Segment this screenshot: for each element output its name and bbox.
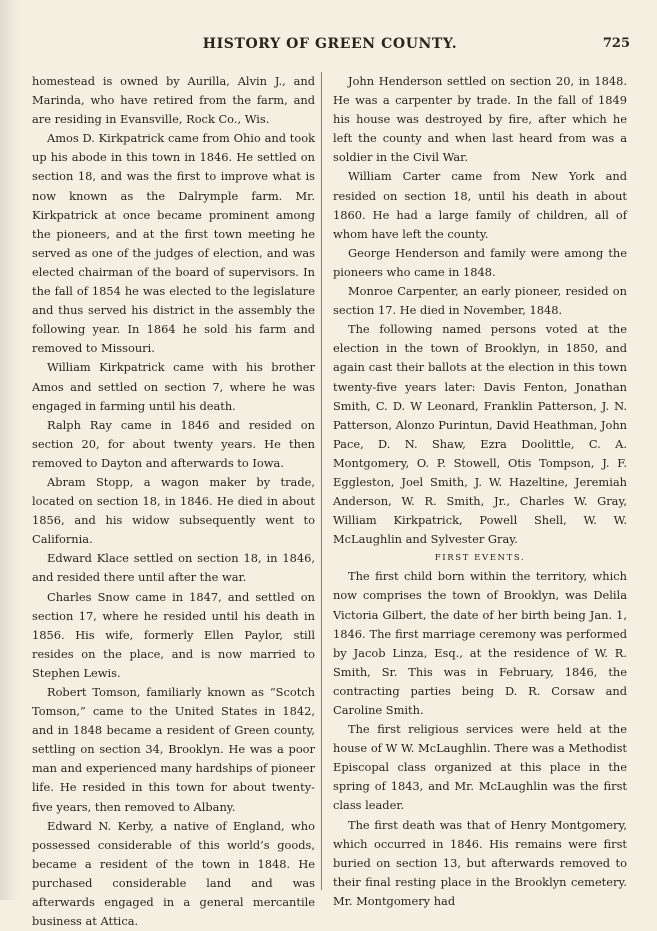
paragraph: William Carter came from New York and resided on section 18, until his death in about 1860. He had a large family of children, all of whom have left the county.: [333, 169, 627, 241]
paragraph: Edward Klace settled on section 18, in 1846, and resided there until after the war.: [32, 551, 315, 585]
section-heading: FIRST EVENTS.: [434, 553, 526, 564]
paragraph: Amos D. Kirkpatrick came from Ohio and took up his abode in this town in 1846. He settled on section 18, and was the first to improve what is now known as the Dalrymple farm. Mr. Kirkpatrick at once became prominent among the pioneers, and at the first town meeting he served as one of the judges of election, and was elected chairman of the board of supervisors. In the fall of 1854 he was elected to the legislature and thus served his district in the assembly the following year. In 1864 he sold his farm and removed to Missouri.: [32, 131, 315, 356]
paragraph: The first death was that of Henry Montgomery, which occurred in 1846. His remains were first buried on section 13, but afterwards removed to their final resting place in the Brooklyn cemetery. Mr. Montgomery had: [333, 817, 627, 908]
paragraph: George Henderson and family were among the pioneers who came in 1848.: [333, 245, 627, 279]
paragraph: John Henderson settled on section 20, in 1848. He was a carpenter by trade. In the fall of 1849 his house was destroyed by fire, after which he left the county and when last heard from was a soldier in the Civil War.: [333, 74, 627, 165]
column-divider: [321, 72, 322, 890]
binding-shadow: [0, 0, 18, 900]
paragraph: Ralph Ray came in 1846 and resided on section 20, for about twenty years. He then removed to Dayton and afterwards to Iowa.: [32, 417, 315, 470]
right-column: [333, 72, 627, 908]
paragraph: Abram Stopp, a wagon maker by trade, located on section 18, in 1846. He died in about 1856, and his widow subsequently went to California.: [32, 474, 315, 547]
paragraph: Monroe Carpenter, an early pioneer, resided on section 17. He died in November, 1848.: [333, 284, 627, 318]
paragraph: The first religious services were held at the house of W W. McLaughlin. There was a Methodist Episcopal class organized at this place in the spring of 1843, and Mr. McLaughlin was the first class leader.: [333, 722, 627, 813]
paragraph: homestead is owned by Aurilla, Alvin J., and Marinda, who have retired from the farm, and are residing in Evansville, Rock Co., Wis.: [32, 74, 315, 127]
header-title: HISTORY OF GREEN COUNTY.: [202, 36, 458, 52]
paragraph: Charles Snow came in 1847, and settled on section 17, where he resided until his death in 1856. His wife, formerly Ellen Paylor, still resides on the place, and is now married to Stephen Lewis.: [32, 589, 315, 680]
left-column: [32, 72, 315, 929]
paragraph: Edward N. Kerby, a native of England, who possessed considerable of this world’s goods, became a resident of the town in 1848. He purchased considerable land and was afterwards engaged in a general mercantile business at Attica.: [32, 818, 315, 929]
paragraph: William Kirkpatrick came with his brother Amos and settled on section 7, where he was engaged in farming until his death.: [32, 360, 315, 413]
paragraph: The following named persons voted at the election in the town of Brooklyn, in 1850, and again cast their ballots at the election in this town twenty-five years later: Davis Fenton, Jonathan Smith, C. D. W Leonard, Franklin Patterson, J. N. Patterson, Alonzo Purintun, David Heathman, John Pace, D. N. Shaw, Ezra Doolittle, C. A. Montgomery, O. P. Stowell, Otis Tompson, J. F. Eggleston, Joel Smith, J. W. Hazeltine, Jeremiah Anderson, W. R. Smith, Jr., Charles W. Gray, William Kirkpatrick, Powell Shell, W. W. McLaughlin and Sylvester Gray.: [333, 322, 627, 547]
paragraph: The first child born within the territory, which now comprises the town of Brooklyn, was Delila Victoria Gilbert, the date of her birth being Jan. 1, 1846. The first marriage ceremony was performed by Jacob Linza, Esq., at the residence of W. R. Smith, Sr. This was in February, 1846, the contracting parties being D. R. Corsaw and Caroline Smith.: [333, 569, 627, 717]
page-number: 725: [602, 36, 630, 51]
paragraph: Robert Tomson, familiarly known as “Scotch Tomson,” came to the United States in 1842, and in 1848 became a resident of Green county, settling on section 34, Brooklyn. He was a poor man and experienced many hardships of pioneer life. He resided in this town for about twenty-five years, then removed to Albany.: [32, 685, 315, 814]
running-header: [30, 36, 630, 56]
